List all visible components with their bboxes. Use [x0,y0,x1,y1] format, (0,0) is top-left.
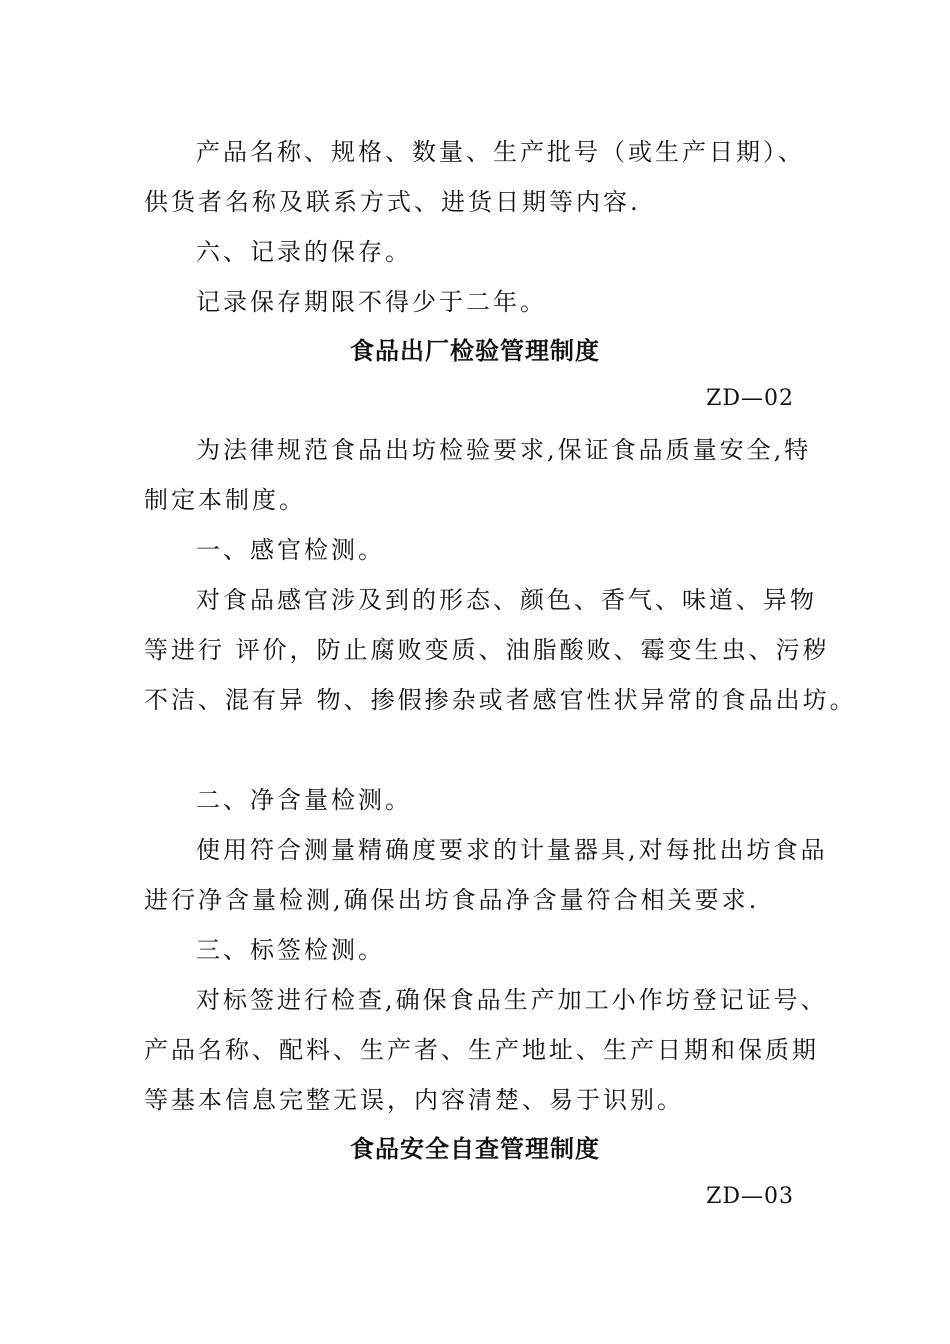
paragraph-line: 产品名称、配料、生产者、生产地址、生产日期和保质期 [144,1036,819,1064]
section-heading-label: 三、标签检测。 [196,936,385,964]
paragraph-line: 对标签进行检查,确保食品生产加工小作坊登记证号、 [196,986,828,1014]
doc-title-safety-self-check: 食品安全自查管理制度 [350,1135,600,1163]
paragraph-line: 不洁、混有异 物、掺假掺杂或者感官性状异常的食品出坊。 [144,686,857,714]
section-heading-sensory: 一、感官检测。 [196,536,385,564]
section-heading-net-content: 二、净含量检测。 [196,786,412,814]
paragraph-line: 供货者名称及联系方式、进货日期等内容. [144,188,641,216]
paragraph-line: 对食品感官涉及到的形态、颜色、香气、味道、异物 [196,586,817,614]
paragraph-line: 产品名称、规格、数量、生产批号（或生产日期）、 [196,138,805,166]
paragraph-line: 等基本信息完整无误，内容清楚、易于识别。 [144,1086,684,1114]
paragraph-line: 使用符合测量精确度要求的计量器具,对每批出坊食品 [196,836,828,864]
paragraph-line: 制定本制度。 [144,486,306,514]
paragraph-line: 等进行 评价，防止腐败变质、油脂酸败、霉变生虫、污秽 [144,636,830,664]
paragraph-line: 为法律规范食品出坊检验要求,保证食品质量安全,特 [196,436,812,464]
doc-code: ZD—03 [706,1184,794,1209]
doc-code: ZD—02 [706,386,794,411]
paragraph-line: 进行净含量检测,确保出坊食品净含量符合相关要求. [144,886,760,914]
doc-title-factory-inspection: 食品出厂检验管理制度 [350,337,600,365]
section-heading-records-storage: 六、记录的保存。 [196,238,412,266]
paragraph-line: 记录保存期限不得少于二年。 [196,288,547,316]
